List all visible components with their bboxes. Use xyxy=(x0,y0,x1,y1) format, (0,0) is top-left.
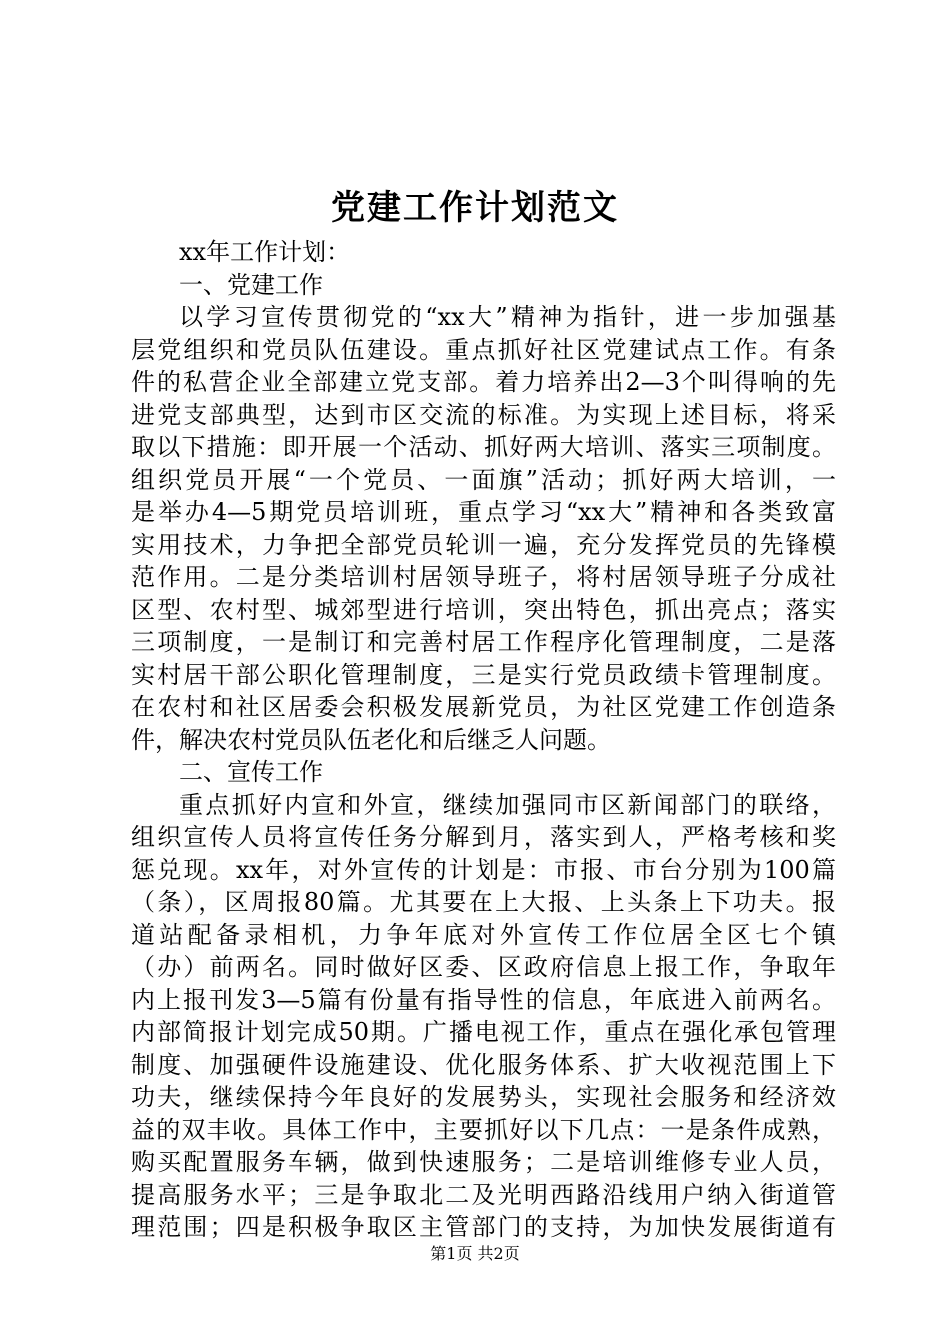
text-line: 益的双丰收。具体工作中，主要抓好以下几点：一是条件成熟， xyxy=(131,1115,836,1144)
text-line: 实用技术，力争把全部党员轮训一遍，充分发挥党员的先锋模 xyxy=(131,530,836,559)
text-line: 理范围；四是积极争取区主管部门的支持，为加快发展街道有 xyxy=(131,1213,836,1241)
text-line: 区型、农村型、城郊型进行培训，突出特色，抓出亮点；落实 xyxy=(131,595,836,624)
text-line: 二、宣传工作 xyxy=(179,758,323,786)
text-line: 组织党员开展“一个党员、一面旗”活动；抓好两大培训，一 xyxy=(131,465,836,494)
text-line: 购买配置服务车辆，做到快速服务；二是培训维修专业人员， xyxy=(131,1148,836,1176)
document-title: 党建工作计划范文 xyxy=(331,188,619,228)
text-line: 进党支部典型，达到市区交流的标准。为实现上述目标，将采 xyxy=(131,400,836,429)
text-line: 内部简报计划完成50期。广播电视工作，重点在强化承包管理 xyxy=(131,1018,836,1046)
text-line: 制度、加强硬件设施建设、优化服务体系、扩大收视范围上下 xyxy=(131,1050,836,1079)
text-line: 一、党建工作 xyxy=(179,270,323,299)
text-line: 实村居干部公职化管理制度，三是实行党员政绩卡管理制度。 xyxy=(131,660,836,689)
text-line: 内上报刊发3—5篇有份量有指导性的信息，年底进入前两名。 xyxy=(131,985,836,1014)
text-line: 件，解决农村党员队伍老化和后继乏人问题。 xyxy=(131,725,611,754)
text-line: xx年工作计划： xyxy=(179,238,351,266)
text-line: 重点抓好内宣和外宣，继续加强同市区新闻部门的联络， xyxy=(179,790,836,819)
text-line: 组织宣传人员将宣传任务分解到月，落实到人，严格考核和奖 xyxy=(131,823,836,851)
text-line: 在农村和社区居委会积极发展新党员，为社区党建工作创造条 xyxy=(131,693,836,721)
text-line: 取以下措施：即开展一个活动、抓好两大培训、落实三项制度。 xyxy=(131,433,836,461)
page-footer: 第1页 共2页 xyxy=(430,1244,520,1263)
text-line: 范作用。二是分类培训村居领导班子，将村居领导班子分成社 xyxy=(131,563,836,591)
text-line: 惩兑现。xx年，对外宣传的计划是：市报、市台分别为100篇 xyxy=(131,855,836,884)
text-line: 道站配备录相机，力争年底对外宣传工作位居全区七个镇 xyxy=(131,920,836,949)
text-line: （办）前两名。同时做好区委、区政府信息上报工作，争取年 xyxy=(131,953,836,981)
text-line: 件的私营企业全部建立党支部。着力培养出2—3个叫得响的先 xyxy=(131,368,836,396)
text-line: 层党组织和党员队伍建设。重点抓好社区党建试点工作。有条 xyxy=(131,335,836,364)
text-line: 是举办4—5期党员培训班，重点学习“xx大”精神和各类致富 xyxy=(131,498,836,526)
document-body xyxy=(131,236,836,1244)
text-line: 以学习宣传贯彻党的“xx大”精神为指针，进一步加强基 xyxy=(179,303,836,331)
text-line: 功夫，继续保持今年良好的发展势头，实现社会服务和经济效 xyxy=(131,1083,836,1111)
text-line: 提高服务水平；三是争取北二及光明西路沿线用户纳入街道管 xyxy=(131,1180,836,1209)
text-line: （条），区周报80篇。尤其要在上大报、上头条上下功夫。报 xyxy=(131,888,836,916)
text-line: 三项制度，一是制订和完善村居工作程序化管理制度，二是落 xyxy=(131,628,836,656)
